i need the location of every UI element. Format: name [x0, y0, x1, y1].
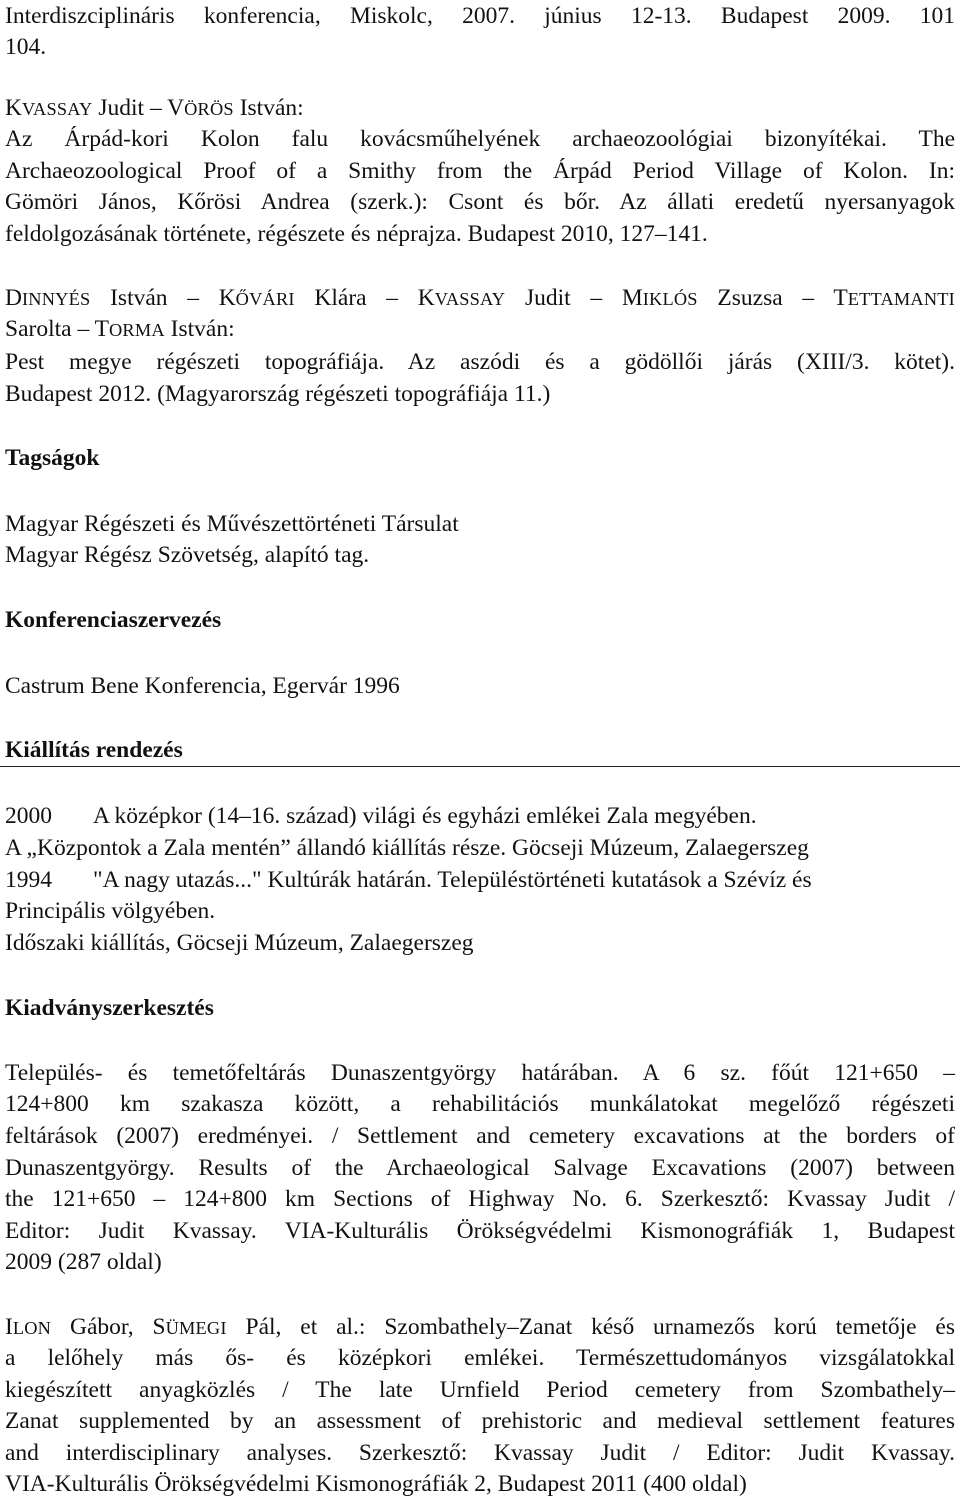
exhibition-item: 2000 A középkor (14–16. század) világi és egyházi emlékei Zala megyében. [5, 803, 757, 829]
citation-line: Archaeozoological Proof of a Smithy from the Árpád Period Village of Kolon. In: [5, 158, 955, 184]
citation-line: feldolgozásának története, régészete és néprajza. Budapest 2010, 127–141. [5, 221, 708, 247]
membership-item: Magyar Régész Szövetség, alapító tag. [5, 542, 370, 568]
citation-line: Pest megye régészeti topográfiája. Az aszódi és a gödöllői járás (XIII/3. kötet). [5, 349, 955, 375]
publication-line: Zanat supplemented by an assessment of prehistoric and medieval settlement features [5, 1408, 955, 1434]
citation-line: 104. [5, 34, 47, 60]
publication-line: Település- és temetőfeltárás Dunaszentgyörgy határában. A 6 sz. főút 121+650 – [5, 1060, 955, 1086]
publication-line: the 121+650 – 124+800 km Sections of Highway No. 6. Szerkesztő: Kvassay Judit / [5, 1186, 955, 1212]
publication-line: Editor: Judit Kvassay. VIA-Kulturális Örökségvédelmi Kismonográfiák 1, Budapest [5, 1218, 955, 1244]
citation-authors: KVASSAY Judit – VÖRÖS István: [5, 95, 304, 121]
section-heading-konferencia: Konferenciaszervezés [5, 607, 222, 633]
section-heading-kiallitas: Kiállítás rendezés [5, 737, 183, 763]
citation-authors: Sarolta – TORMA István: [5, 316, 235, 342]
exhibition-item: 1994 "A nagy utazás..." Kultúrák határán. Településtörténeti kutatások a Szévíz és [5, 867, 812, 893]
section-heading-kiadvany: Kiadványszerkesztés [5, 995, 214, 1021]
citation-authors: DINNYÉS István – KŐVÁRI Klára – KVASSAY Judit – MIKLÓS Zsuzsa – TETTAMANTI [5, 285, 955, 311]
membership-item: Magyar Régészeti és Művészettörténeti Társulat [5, 511, 459, 537]
exhibition-item: Időszaki kiállítás, Göcseji Múzeum, Zalaegerszeg [5, 930, 474, 956]
publication-line: and interdisciplinary analyses. Szerkesztő: Kvassay Judit / Editor: Judit Kvassay. [5, 1440, 955, 1466]
publication-authors: ILON Gábor, SÜMEGI Pál, et al.: Szombathely–Zanat késő urnamezős korú temetője és [5, 1314, 955, 1340]
divider-line [0, 766, 960, 767]
exhibition-item: Principális völgyében. [5, 898, 216, 924]
publication-line: Dunaszentgyörgy. Results of the Archaeological Salvage Excavations (2007) between [5, 1155, 955, 1181]
publication-line: VIA-Kulturális Örökségvédelmi Kismonográfiák 2, Budapest 2011 (400 oldal) [5, 1471, 747, 1497]
conference-item: Castrum Bene Konferencia, Egervár 1996 [5, 673, 400, 699]
publication-line: feltárások (2007) eredményei. / Settlement and cemetery excavations at the borders of [5, 1123, 955, 1149]
citation-line: Az Árpád-kori Kolon falu kovácsműhelyének archaeozoológiai bizonyítékai. The [5, 126, 955, 152]
publication-line: a lelőhely más ős- és középkori emlékei. Természettudományos vizsgálatokkal [5, 1345, 955, 1371]
citation-line: Interdiszciplináris konferencia, Miskolc, 2007. június 12-13. Budapest 2009. 101 [5, 3, 955, 29]
citation-line: Gömöri János, Kőrösi Andrea (szerk.): Csont és bőr. Az állati eredetű nyersanyagok [5, 189, 955, 215]
citation-line: Budapest 2012. (Magyarország régészeti topográfiája 11.) [5, 381, 551, 407]
publication-line: 2009 (287 oldal) [5, 1249, 162, 1275]
publication-line: 124+800 km szakasza között, a rehabilitációs munkálatokat megelőző régészeti [5, 1091, 955, 1117]
section-heading-tagsagok: Tagságok [5, 445, 100, 471]
publication-line: kiegészített anyagközlés / The late Urnfield Period cemetery from Szombathely– [5, 1377, 955, 1403]
exhibition-item: A „Központok a Zala mentén” állandó kiállítás része. Göcseji Múzeum, Zalaegerszeg [5, 835, 809, 861]
